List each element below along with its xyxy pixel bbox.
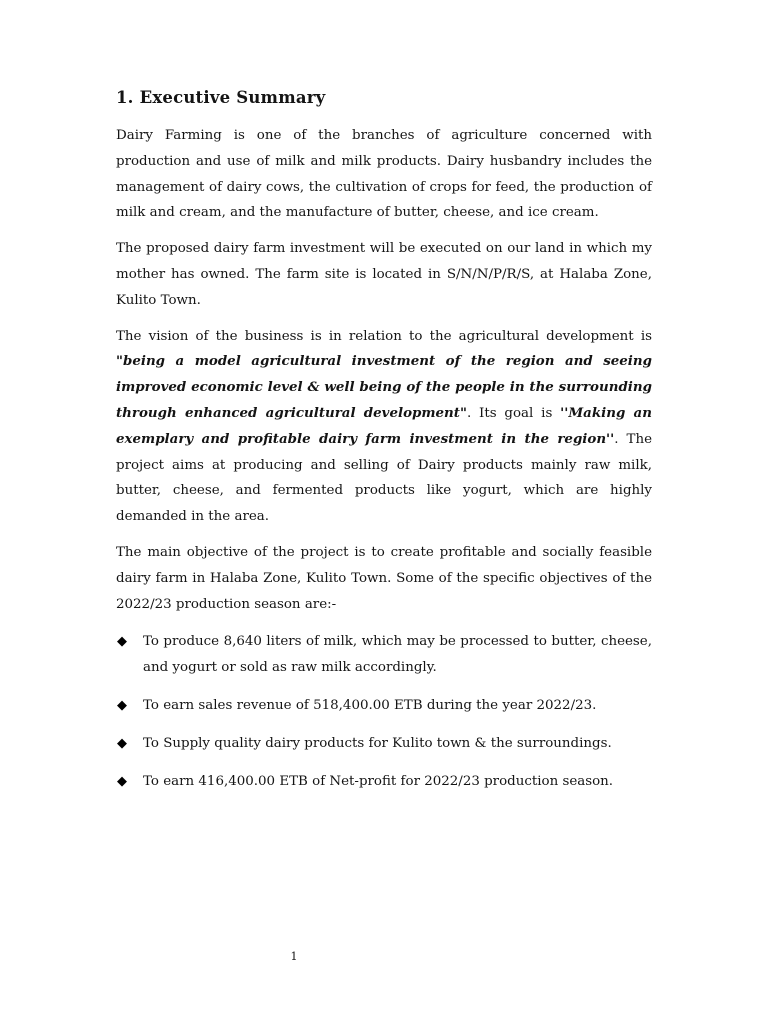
objectives-list bbox=[116, 629, 652, 794]
diamond-bullet-icon: ◆ bbox=[117, 634, 127, 650]
paragraph-vision bbox=[116, 324, 652, 530]
diamond-bullet-icon: ◆ bbox=[117, 697, 127, 713]
objective-text: To produce 8,640 liters of milk, which may be processed to butter, cheese, and yogurt or sold as raw milk accordingly. bbox=[143, 634, 652, 676]
list-item bbox=[116, 693, 652, 719]
diamond-bullet-icon: ◆ bbox=[117, 773, 127, 789]
objective-text: To earn sales revenue of 518,400.00 ETB during the year 2022/23. bbox=[143, 697, 597, 713]
list-item bbox=[116, 731, 652, 757]
objective-text: To Supply quality dairy products for Kulito town & the surroundings. bbox=[143, 735, 612, 751]
list-item bbox=[116, 629, 652, 681]
paragraph-objective: The main objective of the project is to create profitable and socially feasible dairy farm in Halaba Zone, Kulito Town. Some of the specific objectives of the 2022/23 production season are:- bbox=[116, 544, 652, 612]
page-content bbox=[116, 88, 652, 806]
vision-rest: . The project aims at producing and selling of Dairy products mainly raw milk, butter, cheese, and fermented products like yogurt, which are highly demanded in the area. bbox=[116, 431, 652, 525]
objective-text: To earn 416,400.00 ETB of Net-profit for 2022/23 production season. bbox=[143, 773, 614, 789]
page-number: 1 bbox=[290, 950, 298, 963]
vision-intro: The vision of the business is in relation to the agricultural development is bbox=[116, 328, 652, 344]
goal-intro: . Its goal is bbox=[466, 405, 561, 421]
vision-statement: "being a model agricultural investment of the region and seeing improved economic level & well being of the people in the surrounding through enhanced agricultural development" bbox=[116, 353, 652, 421]
section-heading: 1. Executive Summary bbox=[116, 88, 326, 107]
list-item bbox=[116, 769, 652, 795]
paragraph-definition: Dairy Farming is one of the branches of agriculture concerned with production and use of milk and milk products. Dairy husbandry includes the management of dairy cows, the cultivation of crops for feed, the production of milk and cream, and the manufacture of butter, cheese, and ice cream. bbox=[116, 128, 652, 221]
paragraph-location: The proposed dairy farm investment will be executed on our land in which my mother has owned. The farm site is located in S/N/N/P/R/S, at Halaba Zone, Kulito Town. bbox=[116, 241, 652, 308]
goal-statement: ''Making an exemplary and profitable dairy farm investment in the region'' bbox=[116, 404, 652, 447]
diamond-bullet-icon: ◆ bbox=[117, 735, 127, 751]
